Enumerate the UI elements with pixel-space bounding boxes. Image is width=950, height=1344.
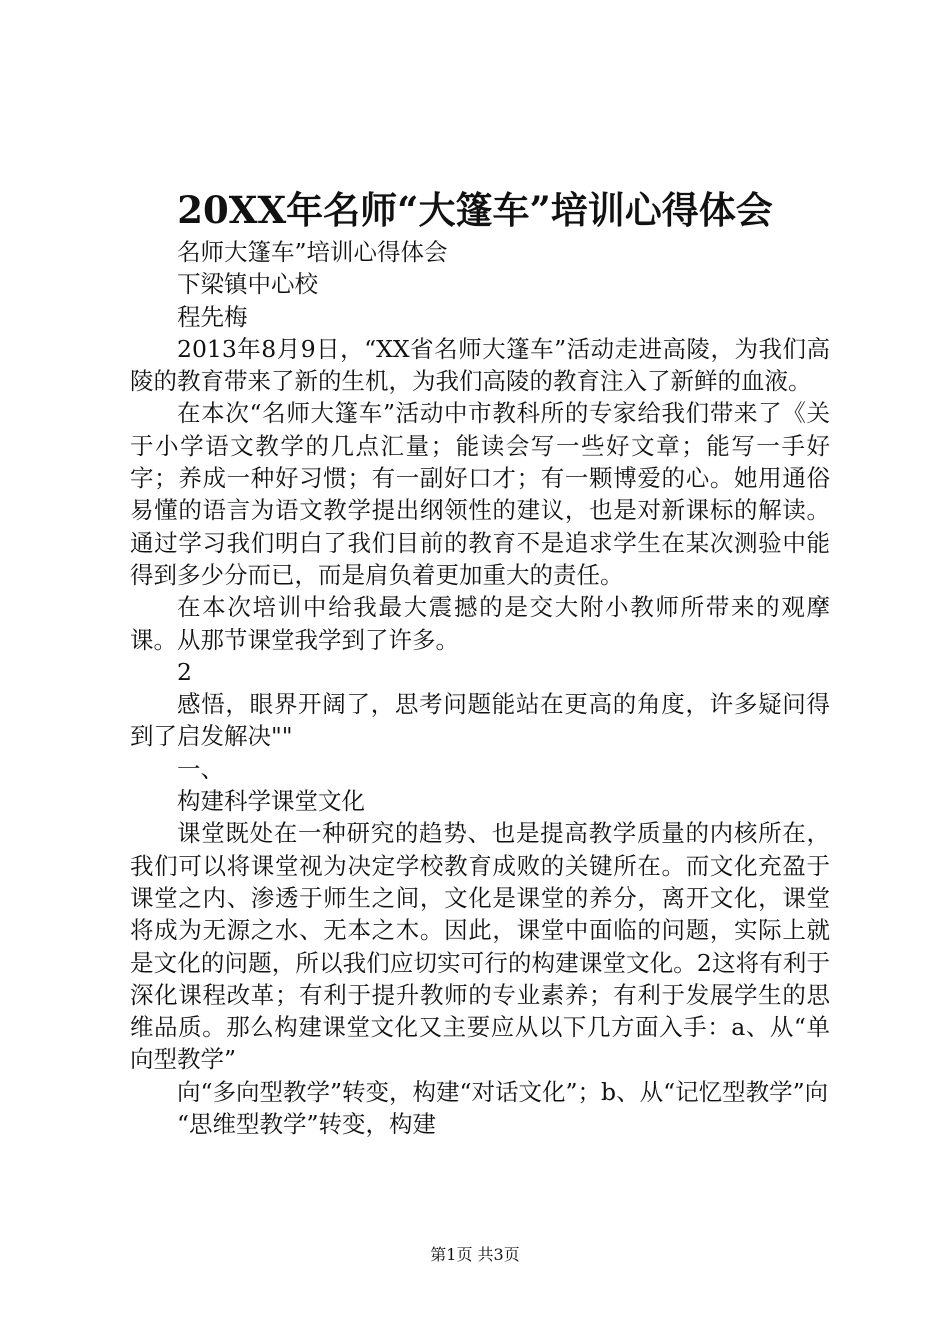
paragraph: 在本次培训中给我最大震撼的是交大附小教师所带来的观摩课。从那节课堂我学到了许多。	[130, 593, 830, 654]
page-footer: 第1页 共3页	[430, 1245, 520, 1264]
paragraph: 课堂既处在一种研究的趋势、也是提高教学质量的内核所在，我们可以将课堂视为决定学校教育成败的关键所在。而文化充盈于课堂之内、渗透于师生之间，文化是课堂的养分，离开文化，课堂将成为无源之水、无本之木。因此，课堂中面临的问题，实际上就是文化的问题，所以我们应切实可行的构建课堂文化。2这将有利于深化课程改革；有利于提升教师的专业素养；有利于发展学生的思维品质。那么构建课堂文化又主要应从以下几方面入手：a、从“单向型教学”	[130, 819, 830, 1074]
document-title: 20XX年名师“大篷车”培训心得体会	[177, 188, 773, 232]
paragraph: 向“多向型教学”转变，构建“对话文化”；b、从“记忆型教学”向	[177, 1077, 829, 1106]
document-body	[130, 236, 830, 1140]
paragraph: 2	[177, 657, 192, 686]
paragraph-school: 下梁镇中心校	[177, 270, 318, 299]
section-number: 一、	[177, 754, 224, 783]
paragraph: 在本次“名师大篷车”活动中市教科所的专家给我们带来了《关于小学语文教学的几点汇量；能读会写一些好文章；能写一手好字；养成一种好习惯；有一副好口才；有一颗博爱的心。她用通俗易懂的语言为语文教学提出纲领性的建议，也是对新课标的解读。通过学习我们明白了我们目前的教育不是追求学生在某次测验中能得到多少分而已，而是肩负着更加重大的责任。	[130, 399, 830, 589]
paragraph-author: 程先梅	[177, 302, 248, 331]
paragraph: 2013年8月9日，“XX省名师大篷车”活动走进高陵，为我们高陵的教育带来了新的生机，为我们高陵的教育注入了新鲜的血液。	[130, 334, 830, 396]
section-heading: 构建科学课堂文化	[177, 787, 365, 816]
paragraph: 感悟，眼界开阔了，思考问题能站在更高的角度，许多疑问得到了启发解决""	[130, 690, 830, 751]
paragraph: “思维型教学”转变，构建	[177, 1110, 437, 1139]
paragraph-subtitle: 名师大篷车”培训心得体会	[177, 238, 448, 266]
